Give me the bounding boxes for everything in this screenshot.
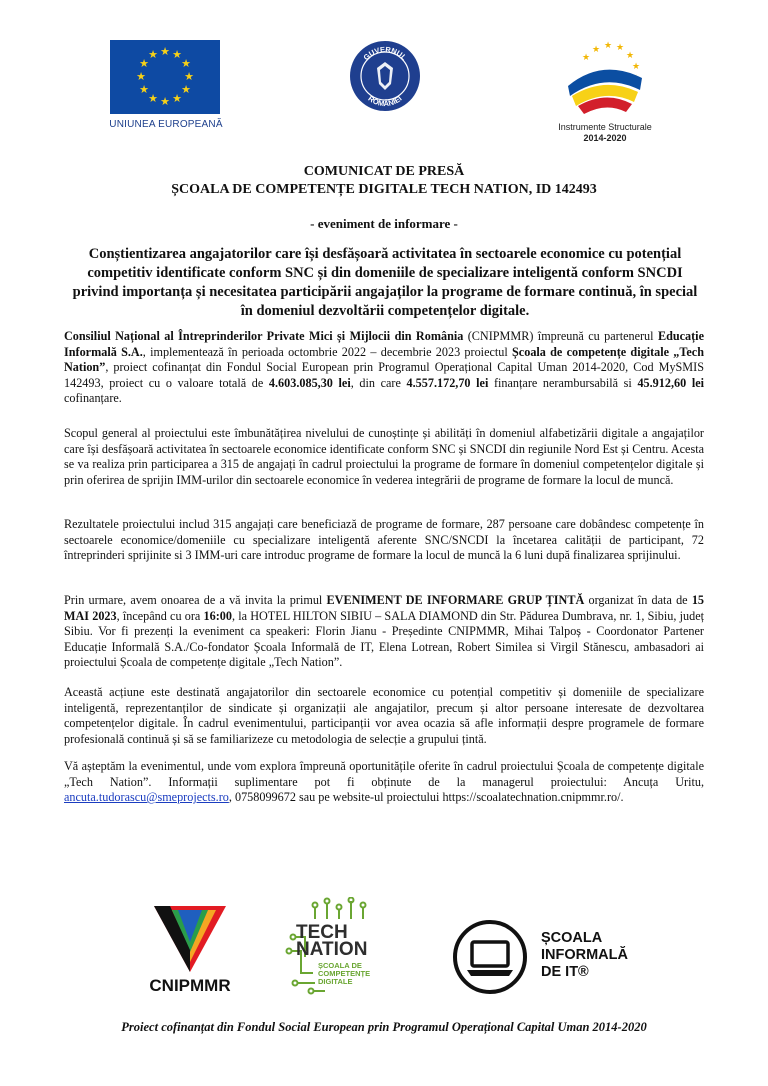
- svg-text:★: ★: [616, 42, 625, 52]
- cnipmmr-label: CNIPMMR: [149, 976, 231, 995]
- p6-text-1: Vă așteptăm la evenimentul, unde vom explora împreună oportunitățile oferite în cadrul proiectului Școala de competențe digitale „Tech Nation”. Informații suplimentare pot fi obținute de la managerul proiectului: Ancuța Uritu,: [64, 759, 704, 789]
- svg-text:★: ★: [172, 93, 182, 105]
- svg-text:★: ★: [139, 84, 149, 96]
- grant-value: 4.557.172,70 lei: [406, 375, 489, 390]
- p1-text-3: , proiect cofinanțat din Fondul Social European prin Programul Operațional Capital Uman 2014-2020, Cod MySMIS 142493, proiect cu o valoare totală de: [64, 360, 704, 390]
- eu-stars: [136, 46, 194, 108]
- svg-text:★: ★: [136, 71, 146, 83]
- seal-bottom-text: ROMÂNIEI: [366, 93, 404, 109]
- svg-text:★: ★: [139, 58, 149, 70]
- tech-nation-subtitle: [318, 962, 398, 986]
- paragraph-project-results: Rezultatele proiectului includ 315 angajați care beneficiază de programe de formare, 287 persoane care dobândesc competențe în sectoarele economice/domeniile cu specializare inteligentă aferente SNC/SNCDI la încetarea calității de participant, 72 întreprinderi sprijinite si 3 IMM-uri care introduc programe de formare la locul de muncă la 6 luni după finalizarea sprijinului.: [64, 517, 704, 563]
- seal-top-text: GUVERNUL: [361, 44, 409, 63]
- sio-line2: INFORMALĂ: [541, 947, 628, 963]
- paragraph-project-goal: Scopul general al proiectului este îmbunătățirea nivelului de cunoștințe și abilități în domeniul alfabetizării digitale a angajaților care își desfășoară activitatea în sectoarele economice identificate conform SNC și SNCDI din regiunile Nord Est și Centru. Acesta se va realiza prin participarea a 315 de angajați în cadrul proiectului la programe de formare în domeniul competențelor digitale și prin oferirea de sprijin IMM-urilor din sectoarele economice în vederea integrării de programe de formare la locul de muncă.: [64, 426, 704, 487]
- total-value: 4.603.085,30 lei: [268, 375, 351, 390]
- footer-cofinancing-note: Proiect cofinanțat din Fondul Social European prin Programul Operațional Capital Uman 2014-2020: [121, 1020, 647, 1034]
- svg-text:★: ★: [184, 71, 194, 83]
- event-date: 15 MAI 2023: [64, 593, 704, 623]
- p4-text-1: Prin urmare, avem onoarea de a vă invita la primul: [64, 593, 327, 607]
- svg-text:★: ★: [160, 46, 170, 58]
- structural-instruments-logo: [562, 38, 648, 116]
- eu-label: UNIUNEA EUROPEANĂ: [109, 119, 223, 130]
- government-seal-logo: [349, 40, 421, 112]
- document-subtitle: - eveniment de informare -: [310, 216, 458, 231]
- p1-text-2: , implementează în perioada octombrie 2022 – decembrie 2023 proiectul: [142, 344, 513, 359]
- p6-text-2: , 0758099672 sau pe website-ul proiectului https://scoalatechnation.cnipmmr.ro/.: [228, 790, 624, 805]
- svg-text:★: ★: [632, 61, 641, 71]
- paragraph-target-audience: Această acțiune este destinată angajatorilor din sectoarele economice cu potențial competitiv și domeniile de specializare inteligentă, reprezentanților de sindicate și organizații ale angajatilor, precum și altor persoane interesate de dezvoltarea competențelor digitale. În cadrul evenimentului, participanții vor avea ocazia să afle informații despre programele de formare profesională continuă și să se familiarizeze cu metodologia de selecție a grupului țintă.: [64, 685, 704, 746]
- p1-text-6: cofinanțare.: [64, 391, 122, 406]
- svg-text:★: ★: [160, 96, 170, 108]
- tech-sub1: ȘCOALA DE: [318, 961, 362, 970]
- event-name: EVENIMENT DE INFORMARE GRUP ȚINTĂ: [326, 593, 585, 607]
- svg-text:★: ★: [181, 84, 191, 96]
- p4-text-4: , la HOTEL HILTON SIBIU – SALA DIAMOND din Str. Pădurea Dumbrava, nr. 1, Sibiu, județ Sibiu. Vor fi prezenți la eveniment ca speakeri: Florin Jianu - Președinte CNIPMMR, Mihai Talpoș - Coordonator Partener Educație Informală S.A./Co-fondator Școala Informală de IT, Elena Lotrean, Robert Similea si Virgil Stănescu, ambasadori ai proiectului Școala de competențe digitale „Tech Nation”.: [64, 608, 704, 670]
- org-name: Consiliul Național al Întreprinderilor Private Mici și Mijlocii din România: [64, 329, 464, 343]
- document-headline: Conștientizarea angajatorilor care își desfășoară activitatea în sectoarele economice cu potențial competitiv identificate conform SNC și din domeniile de specializare inteligentă conform SNCDI privind importanța și necesitatea participării angajaților la programe de formare continuă, în special în domeniul dezvoltării competențelor digitale.: [72, 246, 698, 319]
- svg-text:★: ★: [148, 93, 158, 105]
- sio-line1: ȘCOALA: [541, 930, 603, 946]
- cofinancing-value: 45.912,60 lei: [637, 375, 705, 390]
- is-label-line2: 2014-2020: [583, 133, 627, 143]
- document-title-line1: COMUNICAT DE PRESĂ: [303, 164, 465, 179]
- project-name: Școala de competențe digitale „Tech Nation”: [64, 344, 704, 375]
- svg-text:★: ★: [604, 40, 613, 50]
- paragraph-event-invitation: [64, 593, 704, 671]
- p4-text-3: , începând cu ora: [116, 608, 204, 623]
- p1-text-4: , din care: [350, 375, 407, 390]
- document-title-line2: ȘCOALA DE COMPETENȚE DIGITALE TECH NATION, ID 142493: [171, 182, 597, 197]
- laptop-icon: [472, 942, 508, 966]
- scoala-informala-logo: [453, 920, 527, 994]
- p1-text-1: (CNIPMMR) împreună cu partenerul: [463, 329, 658, 343]
- tech-sub2: COMPETENȚE: [318, 969, 371, 978]
- event-time: 16:00: [203, 608, 232, 623]
- is-label-line1: Instrumente Structurale: [558, 122, 652, 132]
- tech-line2: NATION: [296, 939, 368, 960]
- svg-text:★: ★: [582, 52, 591, 62]
- paragraph-contact: [64, 759, 704, 806]
- contact-email-link[interactable]: ancuta.tudorascu@smeprojects.ro: [64, 790, 229, 805]
- scoala-informala-text: [541, 930, 651, 981]
- structural-instruments-label: [540, 122, 670, 144]
- svg-text:★: ★: [172, 49, 182, 61]
- svg-text:★: ★: [592, 44, 601, 54]
- eu-flag-logo: [110, 40, 220, 114]
- partner-name: Educație Informală S.A.: [64, 329, 704, 359]
- tech-sub3: DIGITALE: [318, 977, 353, 986]
- svg-text:★: ★: [626, 50, 635, 60]
- p4-text-2: organizat în data de: [584, 593, 692, 607]
- svg-text:★: ★: [148, 49, 158, 61]
- svg-text:★: ★: [181, 58, 191, 70]
- paragraph-project-intro: [64, 329, 704, 407]
- tech-line1: TECH: [296, 922, 348, 943]
- sio-line3: DE IT®: [541, 964, 589, 980]
- tech-nation-title: [296, 924, 396, 958]
- p1-text-5: finanțare nerambursabilă si: [488, 375, 638, 390]
